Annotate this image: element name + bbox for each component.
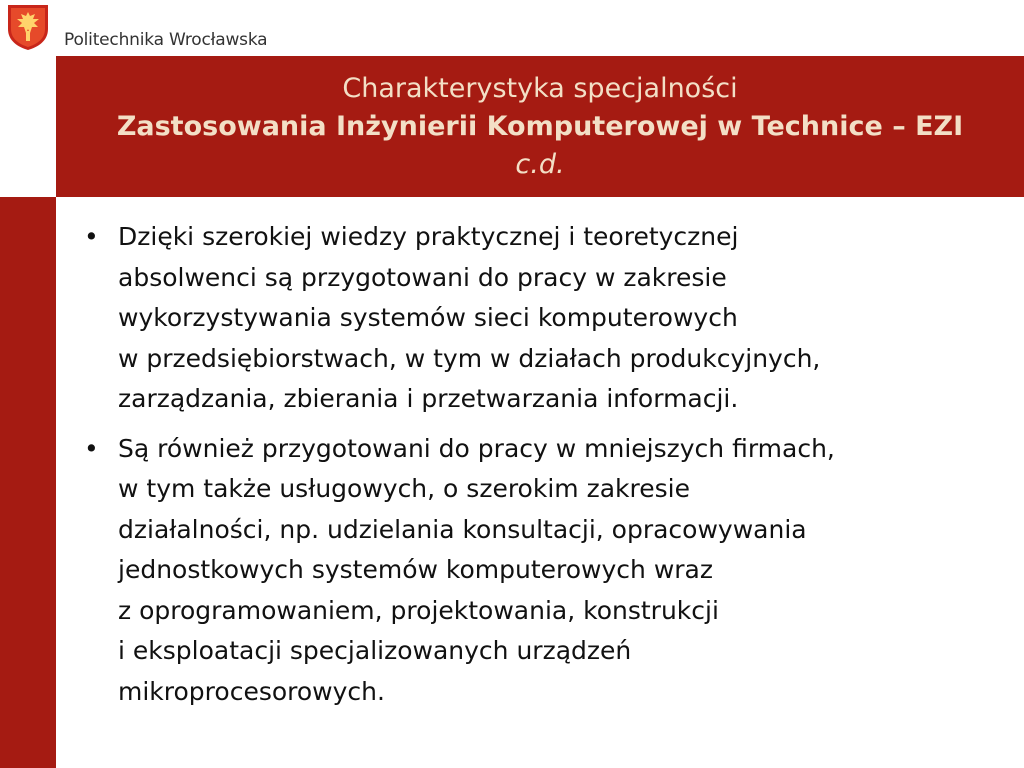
bullet-text-line: mikroprocesorowych.	[118, 676, 385, 706]
bullet-text-line: Dzięki szerokiej wiedzy praktycznej i teoretycznej	[118, 222, 739, 251]
bullet-text-line: w tym także usługowych, o szerokim zakresie	[118, 474, 690, 503]
bullet-item-2	[84, 429, 1004, 713]
title-line-2: Zastosowania Inżynierii Komputerowej w Technice – EZI	[116, 111, 964, 142]
left-bar-gap	[0, 56, 56, 197]
bullet-text-line: i eksploatacji specjalizowanych urządzeń	[118, 636, 632, 665]
bullet-text-line: absolwenci są przygotowani do pracy w zakresie	[118, 262, 727, 292]
bullet-text-line: jednostkowych systemów komputerowych wraz	[118, 555, 713, 584]
bullet-text-line: z oprogramowaniem, projektowania, konstrukcji	[118, 595, 719, 625]
bullet-text-line: działalności, np. udzielania konsultacji, opracowywania	[118, 514, 807, 544]
bullet-text-line: zarządzania, zbierania i przetwarzania informacji.	[118, 384, 739, 413]
eagle-shield-icon	[6, 3, 50, 51]
bullet-marker: •	[84, 433, 99, 463]
slide-title	[56, 70, 1024, 184]
bullet-item-1	[84, 217, 1004, 420]
bullet-list	[84, 217, 1004, 721]
title-line-1: Charakterystyka specjalności	[342, 73, 738, 104]
bullet-marker: •	[84, 222, 99, 251]
institution-name: Politechnika Wrocławska	[64, 30, 268, 50]
bullet-text-line: w przedsiębiorstwach, w tym w działach produkcyjnych,	[118, 343, 821, 373]
title-line-3: c.d.	[515, 149, 565, 180]
bullet-text-line: Są również przygotowani do pracy w mniejszych firmach,	[118, 433, 835, 463]
bullet-text-line: wykorzystywania systemów sieci komputerowych	[118, 303, 738, 332]
